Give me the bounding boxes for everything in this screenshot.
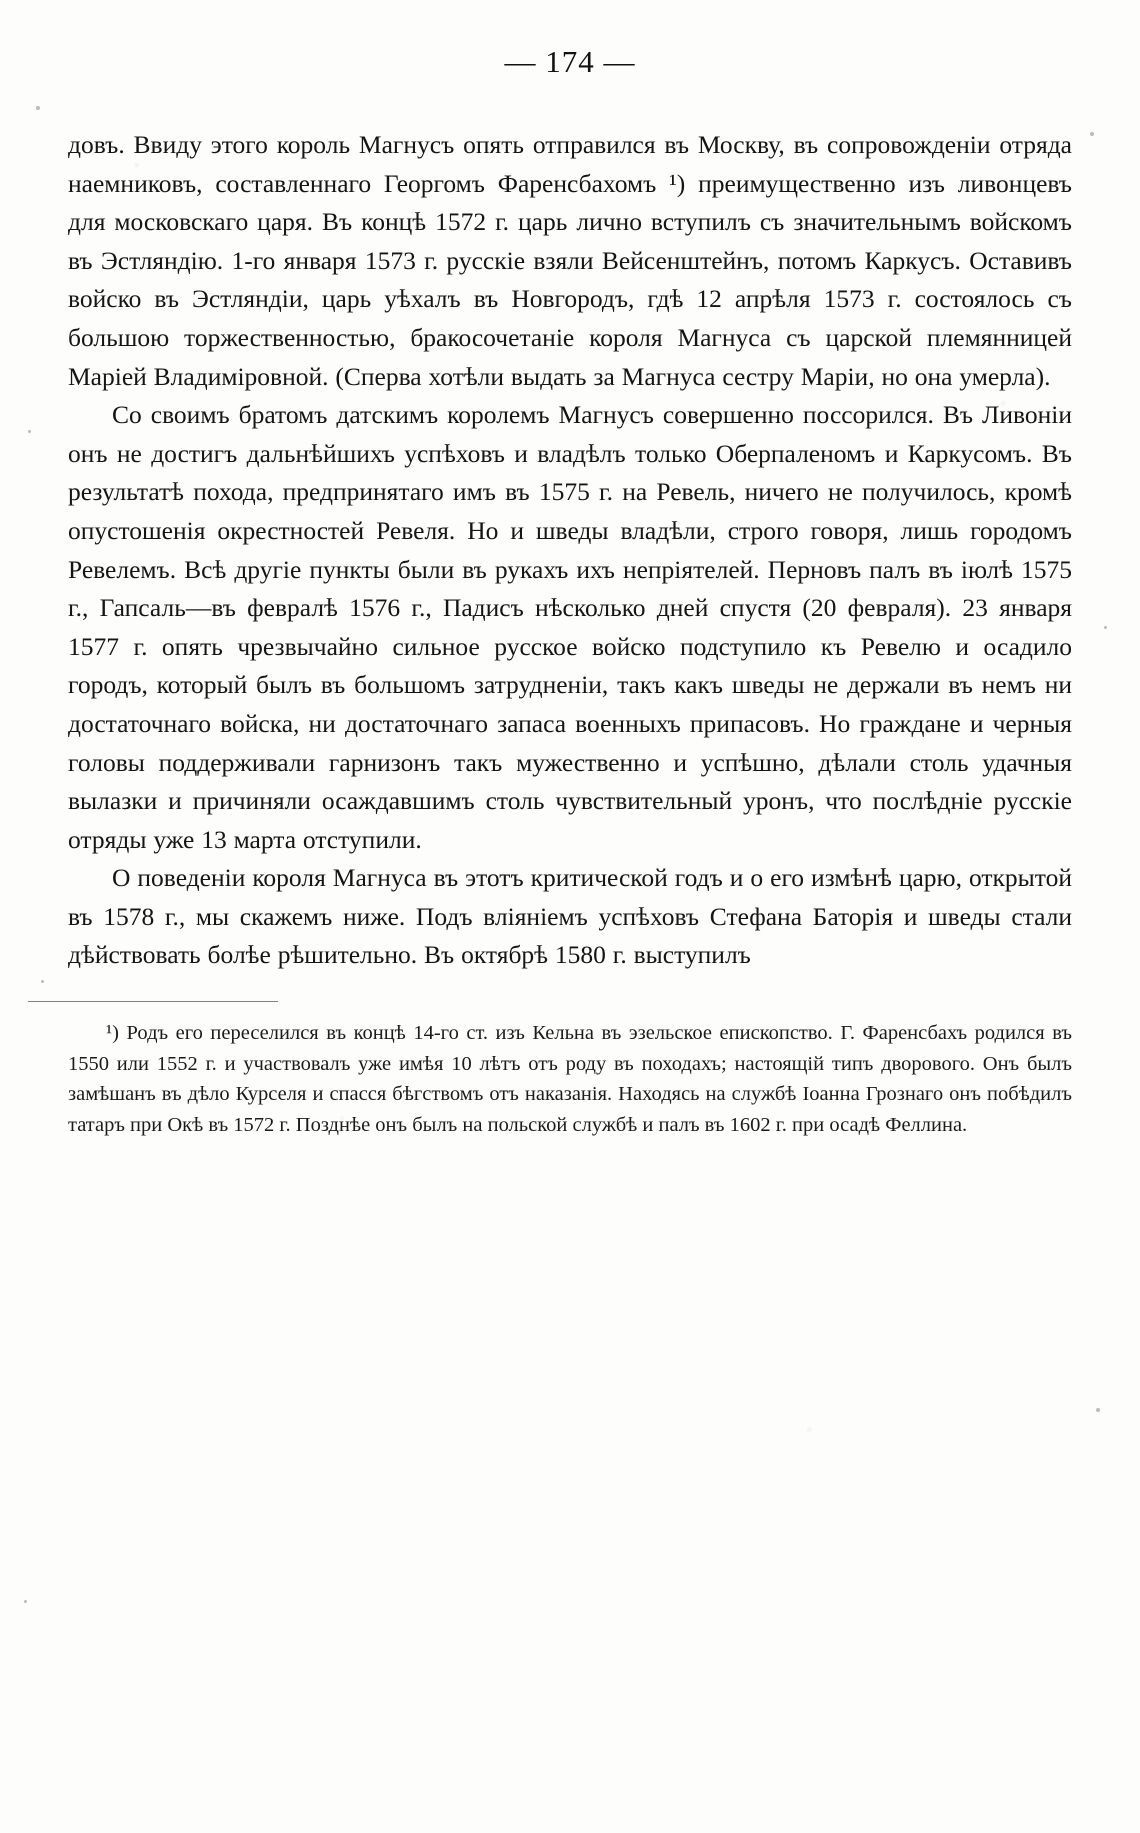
page-number: — 174 — xyxy=(504,44,636,79)
footnote-text: Родъ его переселился въ концѣ 14-го ст. изъ Кельна въ эзельское епископство. Г. Фаренсбахъ родился въ 1550 или 1552 г. и участвовалъ уже имѣя 10 лѣтъ отъ роду въ походахъ; настоящiй типъ дворового. Онъ былъ замѣшанъ въ дѣло Курселя и спасся бѣгствомъ отъ наказанiя. Находясь на службѣ Iоанна Грознаго онъ побѣдилъ татаръ при Окѣ въ 1572 г. Позднѣе онъ былъ на польской службѣ и палъ въ 1602 г. при осадѣ Феллина. xyxy=(68,1022,1072,1136)
footnote-area xyxy=(68,1018,1072,1140)
scan-speck xyxy=(24,1600,27,1603)
scan-speck xyxy=(1096,1408,1100,1412)
footnote-1 xyxy=(68,1018,1072,1140)
paragraph-2: Со своимъ братомъ датскимъ королемъ Магнусъ совершенно поссорился. Въ Ливонiи онъ не достигъ дальнѣйшихъ успѣховъ и владѣлъ только Оберпаленомъ и Каркусомъ. Въ результатѣ похода, предпринятаго имъ въ 1575 г. на Ревель, ничего не получилось, кромѣ опустошенiя окрестностей Ревеля. Но и шведы владѣли, строго говоря, лишь городомъ Ревелемъ. Всѣ другiе пункты были въ рукахъ ихъ непрiятелей. Перновъ палъ въ iюлѣ 1575 г., Гапсаль—въ февралѣ 1576 г., Падисъ нѣсколько дней спустя (20 февраля). 23 января 1577 г. опять чрезвычайно сильное русское войско подступило къ Ревелю и осадило городъ, который былъ въ большомъ затрудненiи, такъ какъ шведы не держали въ немъ ни достаточнаго войска, ни достаточнаго запаса военныхъ припасовъ. Но граждане и черныя головы поддерживали гарнизонъ такъ мужественно и успѣшно, дѣлали столь удачныя вылазки и причиняли осаждавшимъ столь чувствительный уронъ, что послѣднiе русскiе отряды уже 13 марта отступили. xyxy=(68,400,1072,854)
paragraph-3: О поведенiи короля Магнуса въ этотъ критической годъ и о его измѣнѣ царю, открытой въ 1578 г., мы скажемъ ниже. Подъ влiянiемъ успѣховъ Стефана Баторiя и шведы стали дѣйствовать болѣе рѣшительно. Въ октябрѣ 1580 г. выступилъ xyxy=(68,863,1072,970)
scan-speck xyxy=(36,106,40,110)
scan-speck xyxy=(41,980,44,983)
scan-speck xyxy=(1104,626,1107,629)
footnote-separator xyxy=(28,1001,278,1002)
paragraph-1: довъ. Ввиду этого король Магнусъ опять отправился въ Москву, въ сопровожденiи отряда наемниковъ, составленнаго Георгомъ Фаренсбахомъ ¹) преимущественно изъ ливонцевъ для московскаго царя. Въ концѣ 1572 г. царь лично вступилъ съ значительнымъ войскомъ въ Эстляндiю. 1-го января 1573 г. русскiе взяли Вейсенштейнъ, потомъ Каркусъ. Оставивъ войско въ Эстляндiи, царь уѣхалъ въ Новгородъ, гдѣ 12 апрѣля 1573 г. состоялось съ большою торжественностью, бракосочетанiе короля Магнуса съ царской племянницей Марiей Владимiровной. (Сперва хотѣли выдать за Магнуса сестру Марiи, но она умерла). xyxy=(68,130,1072,391)
footnote-marker: ¹) xyxy=(106,1022,119,1045)
body-text-area xyxy=(68,126,1072,975)
scan-speck xyxy=(1090,132,1094,136)
scan-speck xyxy=(28,430,31,433)
